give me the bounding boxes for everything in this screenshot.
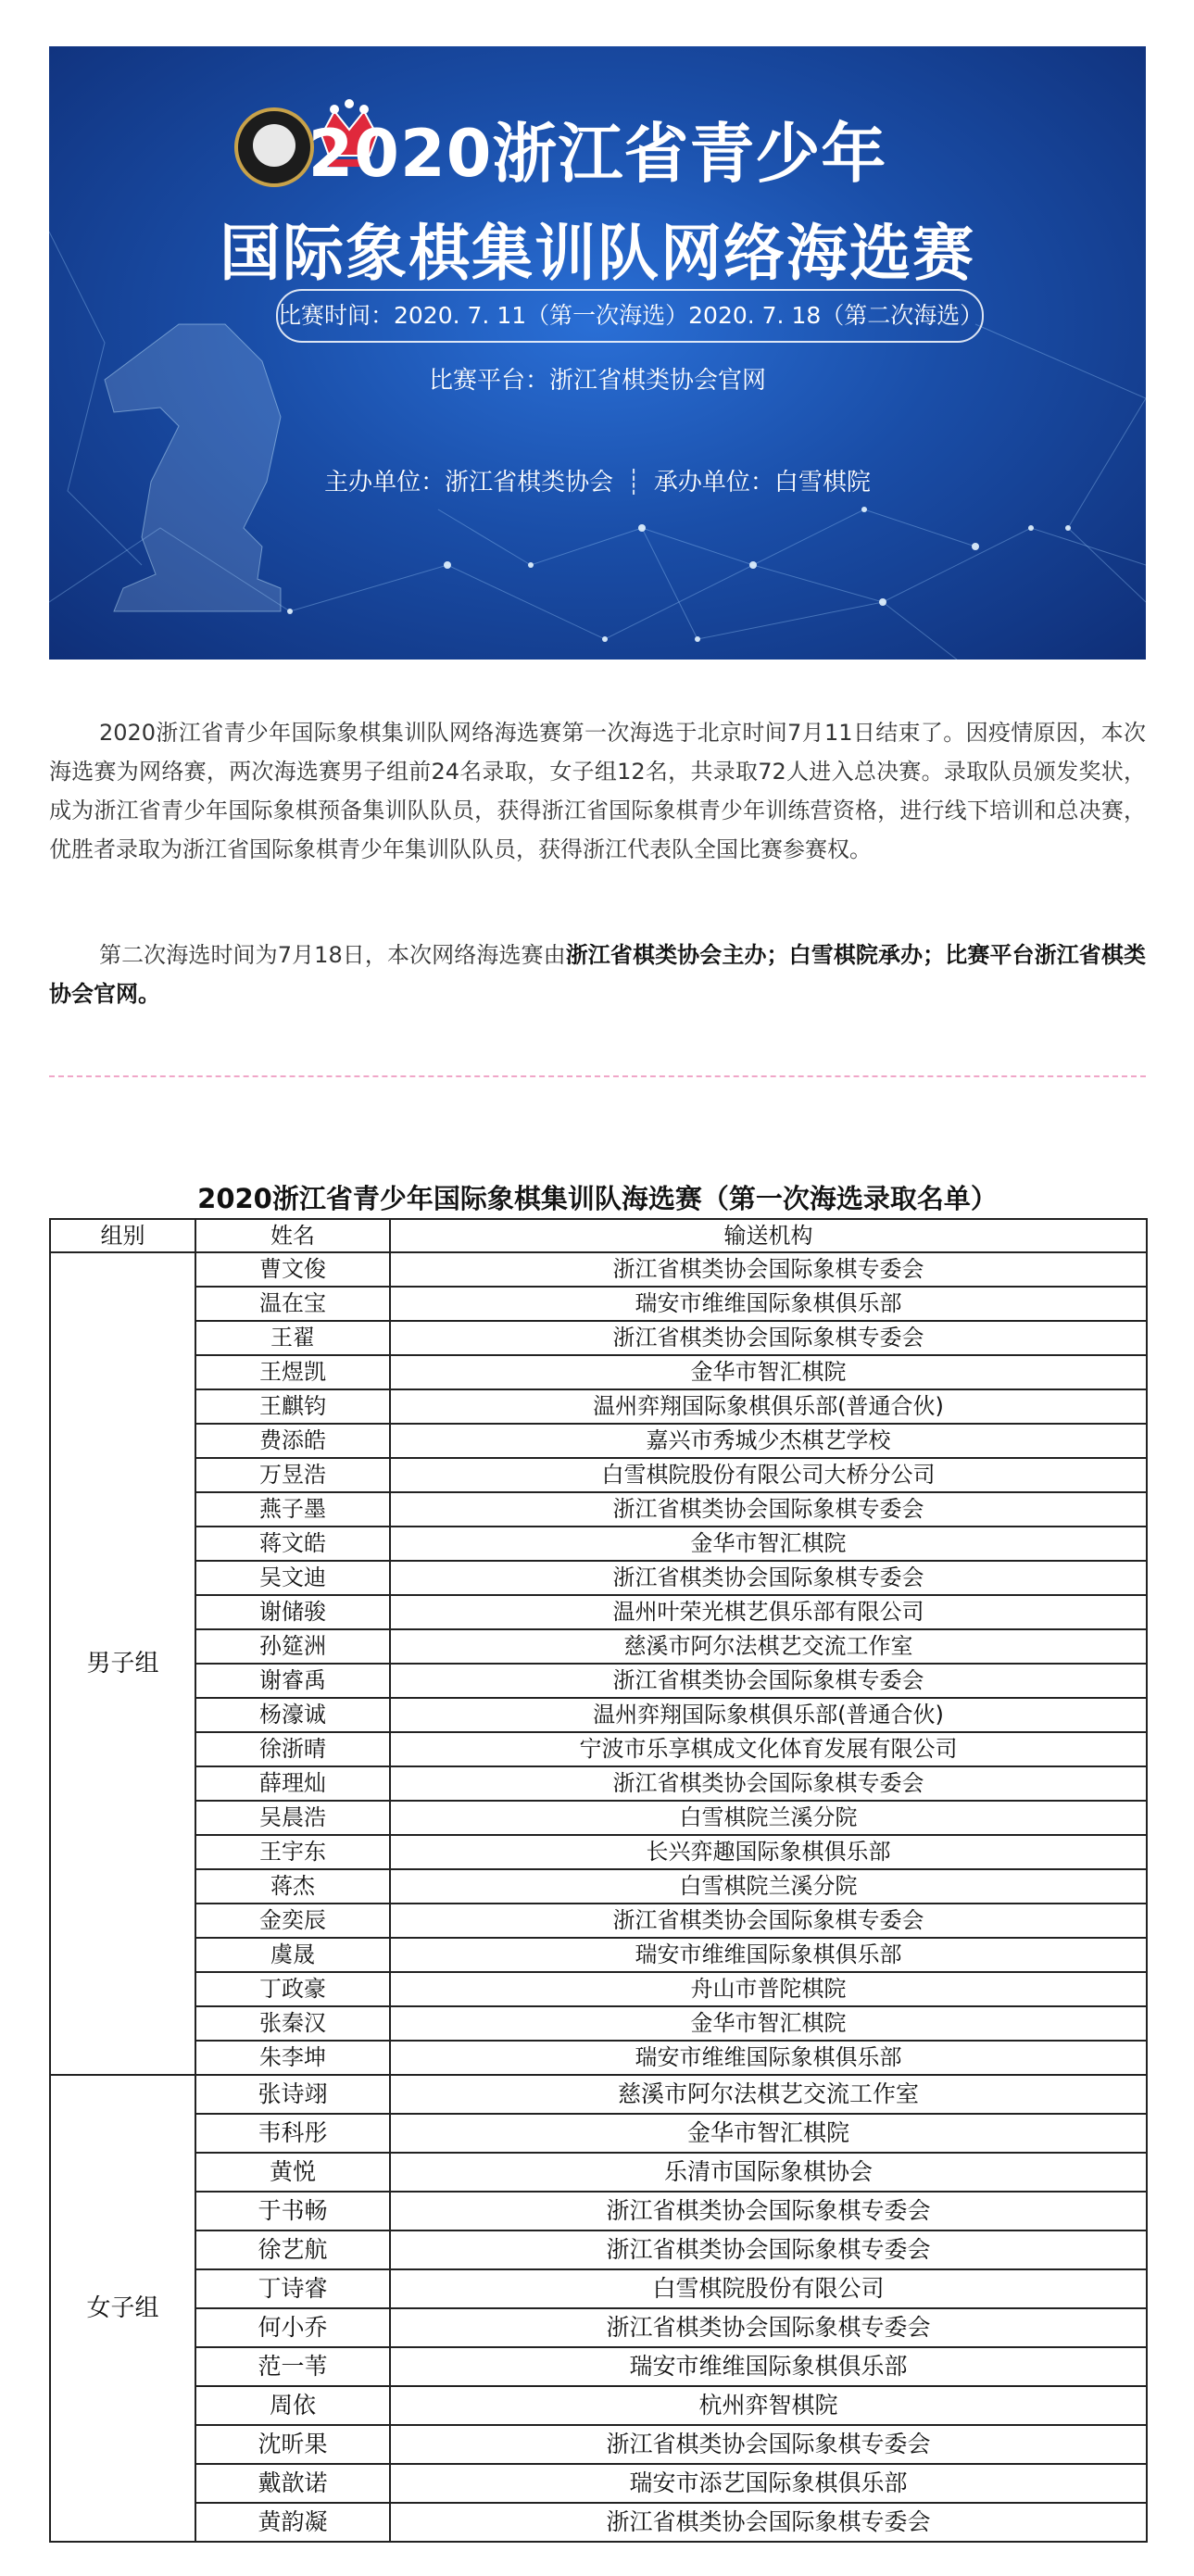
institution-cell: 温州弈翔国际象棋俱乐部(普通合伙) bbox=[390, 1389, 1147, 1424]
table-row bbox=[50, 1424, 1147, 1458]
admission-table bbox=[49, 1218, 1148, 2543]
intro-paragraph-2-text: 第二次海选时间为7月18日，本次网络海选赛由 bbox=[99, 942, 566, 968]
name-cell: 范一苇 bbox=[195, 2347, 390, 2386]
group-cell: 女子组 bbox=[50, 2075, 195, 2542]
banner-organizer: 承办单位：白雪棋院 bbox=[653, 469, 871, 496]
institution-cell: 白雪棋院兰溪分院 bbox=[390, 1801, 1147, 1835]
table-row bbox=[50, 1869, 1147, 1904]
institution-cell: 慈溪市阿尔法棋艺交流工作室 bbox=[390, 2075, 1147, 2114]
institution-cell: 浙江省棋类协会国际象棋专委会 bbox=[390, 1321, 1147, 1355]
table-row bbox=[50, 1801, 1147, 1835]
institution-cell: 浙江省棋类协会国际象棋专委会 bbox=[390, 1664, 1147, 1698]
name-cell: 燕子墨 bbox=[195, 1492, 390, 1527]
name-cell: 朱李坤 bbox=[195, 2041, 390, 2075]
intro-paragraph-1: 2020浙江省青少年国际象棋集训队网络海选赛第一次海选于北京时间7月11日结束了。因疫情原因，本次海选赛为网络赛，两次海选赛男子组前24名录取，女子组12名，共录取72人进入总决赛。录取队员颁发奖状，成为浙江省青少年国际象棋预备集训队队员，获得浙江省国际象棋青少年训练营资格，进行线下培训和总决赛，优胜者录取为浙江省国际象棋青少年集训队队员，获得浙江代表队全国比赛参赛权。 bbox=[49, 720, 1146, 862]
institution-cell: 浙江省棋类协会国际象棋专委会 bbox=[390, 2192, 1147, 2230]
institution-cell: 浙江省棋类协会国际象棋专委会 bbox=[390, 1766, 1147, 1801]
table-row bbox=[50, 1355, 1147, 1389]
name-cell: 戴歆诺 bbox=[195, 2464, 390, 2503]
table-row bbox=[50, 2386, 1147, 2425]
name-cell: 张诗翊 bbox=[195, 2075, 390, 2114]
institution-cell: 金华市智汇棋院 bbox=[390, 2114, 1147, 2153]
name-cell: 于书畅 bbox=[195, 2192, 390, 2230]
event-banner bbox=[49, 46, 1146, 660]
table-row bbox=[50, 1321, 1147, 1355]
banner-title-line1: 2020浙江省青少年 bbox=[308, 116, 887, 192]
name-cell: 王翟 bbox=[195, 1321, 390, 1355]
table-row bbox=[50, 1252, 1147, 1287]
institution-cell: 金华市智汇棋院 bbox=[390, 1527, 1147, 1561]
table-row bbox=[50, 2153, 1147, 2192]
table-row bbox=[50, 1698, 1147, 1732]
institution-cell: 金华市智汇棋院 bbox=[390, 2006, 1147, 2041]
table-row bbox=[50, 2308, 1147, 2347]
institution-cell: 瑞安市维维国际象棋俱乐部 bbox=[390, 1938, 1147, 1972]
table-row bbox=[50, 1629, 1147, 1664]
institution-cell: 金华市智汇棋院 bbox=[390, 1355, 1147, 1389]
name-cell: 孙筵洲 bbox=[195, 1629, 390, 1664]
name-cell: 徐浙晴 bbox=[195, 1732, 390, 1766]
name-cell: 周依 bbox=[195, 2386, 390, 2425]
name-cell: 张秦汉 bbox=[195, 2006, 390, 2041]
header-institution: 输送机构 bbox=[390, 1219, 1147, 1252]
institution-cell: 温州弈翔国际象棋俱乐部(普通合伙) bbox=[390, 1698, 1147, 1732]
table-row bbox=[50, 2006, 1147, 2041]
institution-cell: 瑞安市添艺国际象棋俱乐部 bbox=[390, 2464, 1147, 2503]
intro-paragraph-2-bold: 浙江省棋类协会主办；白雪棋院承办；比赛平台浙江省棋类协会官网。 bbox=[49, 942, 1146, 1007]
name-cell: 蒋文皓 bbox=[195, 1527, 390, 1561]
banner-organizers bbox=[49, 463, 1146, 497]
header-group: 组别 bbox=[50, 1219, 195, 1252]
male-section bbox=[50, 1252, 1147, 2075]
table-row bbox=[50, 2269, 1147, 2308]
name-cell: 杨濠诚 bbox=[195, 1698, 390, 1732]
banner-title-line2: 国际象棋集训队网络海选赛 bbox=[220, 218, 975, 289]
table-row bbox=[50, 2075, 1147, 2114]
institution-cell: 浙江省棋类协会国际象棋专委会 bbox=[390, 2503, 1147, 2542]
table-row bbox=[50, 2503, 1147, 2542]
name-cell: 吴文迪 bbox=[195, 1561, 390, 1595]
name-cell: 费添皓 bbox=[195, 1424, 390, 1458]
table-row bbox=[50, 1492, 1147, 1527]
table-row bbox=[50, 1938, 1147, 1972]
table-row bbox=[50, 2347, 1147, 2386]
name-cell: 沈昕果 bbox=[195, 2425, 390, 2464]
institution-cell: 浙江省棋类协会国际象棋专委会 bbox=[390, 2425, 1147, 2464]
institution-cell: 浙江省棋类协会国际象棋专委会 bbox=[390, 1492, 1147, 1527]
institution-cell: 乐清市国际象棋协会 bbox=[390, 2153, 1147, 2192]
institution-cell: 瑞安市维维国际象棋俱乐部 bbox=[390, 2347, 1147, 2386]
table-row bbox=[50, 1458, 1147, 1492]
institution-cell: 舟山市普陀棋院 bbox=[390, 1972, 1147, 2006]
name-cell: 黄悦 bbox=[195, 2153, 390, 2192]
table-row bbox=[50, 1561, 1147, 1595]
institution-cell: 白雪棋院兰溪分院 bbox=[390, 1869, 1147, 1904]
name-cell: 谢睿禹 bbox=[195, 1664, 390, 1698]
table-row bbox=[50, 1904, 1147, 1938]
banner-time: 比赛时间：2020. 7. 11（第一次海选）2020. 7. 18（第二次海选） bbox=[276, 289, 984, 343]
table-row bbox=[50, 1527, 1147, 1561]
name-cell: 万昱浩 bbox=[195, 1458, 390, 1492]
name-cell: 徐艺航 bbox=[195, 2230, 390, 2269]
name-cell: 曹文俊 bbox=[195, 1252, 390, 1287]
name-cell: 王麒钧 bbox=[195, 1389, 390, 1424]
institution-cell: 瑞安市维维国际象棋俱乐部 bbox=[390, 2041, 1147, 2075]
table-row bbox=[50, 2425, 1147, 2464]
banner-platform: 比赛平台：浙江省棋类协会官网 bbox=[428, 367, 766, 395]
name-cell: 王煜凯 bbox=[195, 1355, 390, 1389]
table-row bbox=[50, 1972, 1147, 2006]
table-row bbox=[50, 1766, 1147, 1801]
name-cell: 黄韵凝 bbox=[195, 2503, 390, 2542]
name-cell: 薛理灿 bbox=[195, 1766, 390, 1801]
name-cell: 金奕辰 bbox=[195, 1904, 390, 1938]
name-cell: 虞晟 bbox=[195, 1938, 390, 1972]
institution-cell: 长兴弈趣国际象棋俱乐部 bbox=[390, 1835, 1147, 1869]
intro-paragraph-2 bbox=[49, 936, 1146, 1013]
institution-cell: 慈溪市阿尔法棋艺交流工作室 bbox=[390, 1629, 1147, 1664]
female-section bbox=[50, 2075, 1147, 2542]
separator: ┊ bbox=[626, 469, 641, 496]
table-row bbox=[50, 1732, 1147, 1766]
institution-cell: 浙江省棋类协会国际象棋专委会 bbox=[390, 1904, 1147, 1938]
table-row bbox=[50, 2192, 1147, 2230]
table-header-row bbox=[50, 1219, 1147, 1252]
table-row bbox=[50, 1835, 1147, 1869]
name-cell: 吴晨浩 bbox=[195, 1801, 390, 1835]
name-cell: 丁诗睿 bbox=[195, 2269, 390, 2308]
table-row bbox=[50, 2230, 1147, 2269]
name-cell: 王宇东 bbox=[195, 1835, 390, 1869]
name-cell: 韦科彤 bbox=[195, 2114, 390, 2153]
dashed-divider bbox=[49, 1075, 1146, 1077]
table-row bbox=[50, 1287, 1147, 1321]
institution-cell: 杭州弈智棋院 bbox=[390, 2386, 1147, 2425]
name-cell: 谢储骏 bbox=[195, 1595, 390, 1629]
institution-cell: 瑞安市维维国际象棋俱乐部 bbox=[390, 1287, 1147, 1321]
group-cell: 男子组 bbox=[50, 1252, 195, 2075]
name-cell: 何小乔 bbox=[195, 2308, 390, 2347]
table-row bbox=[50, 2041, 1147, 2075]
table-row bbox=[50, 2114, 1147, 2153]
institution-cell: 白雪棋院股份有限公司 bbox=[390, 2269, 1147, 2308]
table-row bbox=[50, 2464, 1147, 2503]
institution-cell: 浙江省棋类协会国际象棋专委会 bbox=[390, 1252, 1147, 1287]
institution-cell: 嘉兴市秀城少杰棋艺学校 bbox=[390, 1424, 1147, 1458]
institution-cell: 温州叶荣光棋艺俱乐部有限公司 bbox=[390, 1595, 1147, 1629]
name-cell: 丁政豪 bbox=[195, 1972, 390, 2006]
banner-host: 主办单位：浙江省棋类协会 bbox=[324, 469, 614, 496]
table-title: 2020浙江省青少年国际象棋集训队海选赛（第一次海选录取名单） bbox=[197, 1183, 998, 1214]
institution-cell: 浙江省棋类协会国际象棋专委会 bbox=[390, 2308, 1147, 2347]
header-name: 姓名 bbox=[195, 1219, 390, 1252]
table-row bbox=[50, 1664, 1147, 1698]
institution-cell: 浙江省棋类协会国际象棋专委会 bbox=[390, 2230, 1147, 2269]
table-row bbox=[50, 1389, 1147, 1424]
table-row bbox=[50, 1595, 1147, 1629]
institution-cell: 浙江省棋类协会国际象棋专委会 bbox=[390, 1561, 1147, 1595]
institution-cell: 白雪棋院股份有限公司大桥分公司 bbox=[390, 1458, 1147, 1492]
institution-cell: 宁波市乐享棋成文化体育发展有限公司 bbox=[390, 1732, 1147, 1766]
name-cell: 蒋杰 bbox=[195, 1869, 390, 1904]
name-cell: 温在宝 bbox=[195, 1287, 390, 1321]
